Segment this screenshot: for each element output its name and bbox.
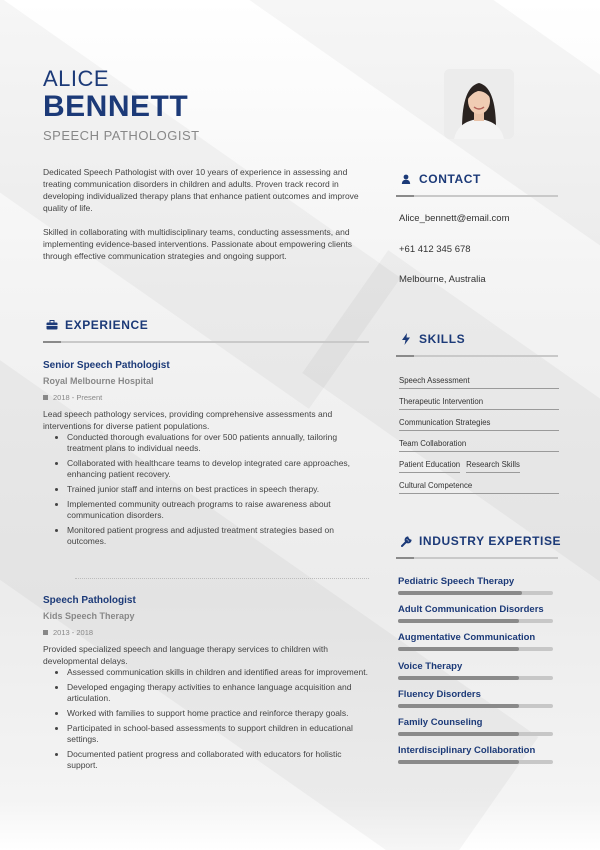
person-icon	[399, 173, 413, 185]
expertise-bar	[398, 676, 553, 680]
job-position: Speech Pathologist	[43, 595, 136, 606]
expertise-bar-fill	[398, 647, 519, 651]
job-dates-text: 2013 - 2018	[53, 628, 94, 637]
contact-heading-label: CONTACT	[419, 172, 481, 186]
job-bullet: Participated in school-based assessments to support children in educational settings.	[67, 723, 368, 745]
job-bullet: Monitored patient progress and adjusted treatment strategies based on outcomes.	[67, 525, 368, 547]
expertise-label: Adult Communication Disorders	[398, 604, 544, 616]
skill-tag	[399, 479, 559, 494]
calendar-marker-icon	[43, 630, 48, 635]
contact-heading	[399, 172, 481, 186]
job-separator	[75, 578, 369, 579]
expertise-label: Augmentative Communication	[398, 632, 536, 644]
skill-tag	[466, 458, 520, 473]
experience-heading-label: EXPERIENCE	[65, 318, 149, 332]
job-bullets	[43, 667, 368, 771]
expertise-item	[398, 689, 558, 717]
job-bullet: Documented patient progress and collaborated with educators for holistic support.	[67, 749, 368, 771]
expertise-label: Interdisciplinary Collaboration	[398, 745, 536, 757]
email-text[interactable]: Alice_bennett@email.com	[399, 213, 510, 224]
skill-label: Cultural Competence	[399, 481, 473, 490]
skill-tag	[399, 416, 559, 431]
location-text: Melbourne, Australia	[399, 274, 486, 285]
skill-tag	[399, 395, 559, 410]
job-company: Kids Speech Therapy	[43, 611, 135, 621]
experience-rule	[43, 341, 369, 343]
expertise-label: Voice Therapy	[398, 660, 463, 672]
expertise-bar-fill	[398, 732, 519, 736]
expertise-bar-fill	[398, 760, 519, 764]
skills-heading-label: SKILLS	[419, 332, 466, 346]
job-description: Lead speech pathology services, providing comprehensive assessments and interventions for diverse patient populations.	[43, 409, 333, 431]
calendar-marker-icon	[43, 395, 48, 400]
first-name: ALICE	[43, 66, 110, 91]
skills-list	[399, 374, 559, 500]
expertise-item	[398, 661, 558, 689]
skill-tag	[399, 458, 460, 473]
expertise-bar-fill	[398, 676, 519, 680]
expertise-bar	[398, 591, 553, 595]
expertise-heading-label: INDUSTRY EXPERTISE	[419, 534, 562, 548]
wrench-icon	[399, 535, 413, 547]
summary-paragraph: Dedicated Speech Pathologist with over 10 years of experience in assessing and treating communication disorders in children and adults. Proven track record in developing individualized therapy plans that enhance patient outcomes and improve quality of life.	[43, 167, 359, 213]
expertise-bar	[398, 647, 553, 651]
expertise-bar	[398, 760, 553, 764]
expertise-label: Family Counseling	[398, 716, 483, 728]
job-title: SPEECH PATHOLOGIST	[43, 128, 200, 143]
skill-label: Therapeutic Intervention	[399, 397, 484, 406]
expertise-bar	[398, 619, 553, 623]
experience-heading	[45, 318, 148, 332]
job-dates	[43, 628, 368, 637]
contact-rule	[396, 195, 558, 197]
last-name: BENNETT	[43, 90, 189, 123]
skill-label: Team Collaboration	[399, 439, 467, 448]
job-bullet: Worked with families to support home practice and reinforce therapy goals.	[67, 708, 368, 719]
job-entry	[43, 595, 368, 775]
briefcase-icon	[45, 319, 59, 331]
job-bullet: Conducted thorough evaluations for over 500 patients annually, tailoring treatment plans to individual needs.	[67, 432, 368, 454]
profile-photo	[444, 69, 514, 139]
expertise-item	[398, 604, 558, 632]
job-description: Provided specialized speech and language therapy services to children with developmental delays.	[43, 644, 328, 666]
expertise-bar-fill	[398, 591, 522, 595]
job-bullets	[43, 432, 368, 547]
summary-paragraph: Skilled in collaborating with multidisciplinary teams, conducting assessments, and implementing evidence-based interventions. Passionate about empowering clients through effective communication strategies and ongoing support.	[43, 227, 353, 261]
expertise-label: Fluency Disorders	[398, 688, 481, 700]
skill-label: Communication Strategies	[399, 418, 491, 427]
expertise-bar	[398, 732, 553, 736]
job-bullet: Implemented community outreach programs to raise awareness about communication disorders.	[67, 499, 368, 521]
skill-label: Research Skills	[466, 460, 520, 469]
expertise-bar-fill	[398, 704, 519, 708]
skill-label: Speech Assessment	[399, 376, 470, 385]
skill-label: Patient Education	[399, 460, 461, 469]
expertise-item	[398, 632, 558, 660]
skills-rule	[396, 355, 558, 357]
job-bullet: Assessed communication skills in children and identified areas for improvement.	[67, 667, 368, 677]
job-dates-text: 2018 - Present	[53, 393, 103, 402]
skill-tag	[399, 374, 559, 389]
skill-tag	[399, 437, 559, 452]
job-bullet: Developed engaging therapy activities to enhance language acquisition and articulation.	[67, 682, 368, 704]
expertise-list	[398, 576, 558, 773]
expertise-rule	[396, 557, 558, 559]
lightning-icon	[399, 333, 413, 345]
expertise-item	[398, 717, 558, 745]
job-company: Royal Melbourne Hospital	[43, 376, 154, 386]
profile-summary	[43, 166, 368, 274]
expertise-heading	[399, 534, 561, 548]
job-dates	[43, 393, 368, 402]
job-position: Senior Speech Pathologist	[43, 360, 170, 371]
expertise-bar-fill	[398, 619, 519, 623]
phone-text[interactable]: +61 412 345 678	[399, 244, 471, 255]
skills-heading	[399, 332, 465, 346]
expertise-item	[398, 745, 558, 773]
job-bullet: Trained junior staff and interns on best practices in speech therapy.	[67, 484, 368, 495]
expertise-item	[398, 576, 558, 604]
expertise-bar	[398, 704, 553, 708]
expertise-label: Pediatric Speech Therapy	[398, 576, 515, 587]
job-entry	[43, 360, 368, 551]
job-bullet: Collaborated with healthcare teams to develop integrated care approaches, enhancing patient recovery.	[67, 458, 368, 480]
